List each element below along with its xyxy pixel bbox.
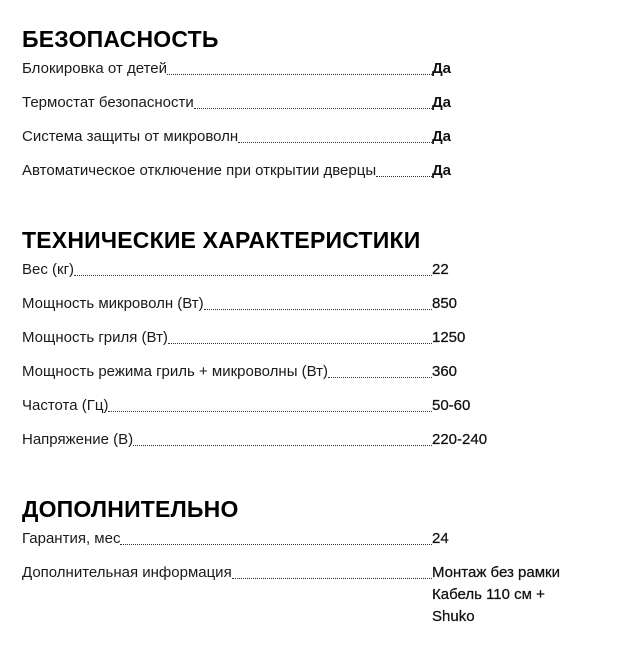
- section-title: БЕЗОПАСНОСТЬ: [22, 26, 219, 52]
- spec-label: Мощность режима гриль + микроволны (Вт): [22, 363, 329, 380]
- spec-label: Система защиты от микроволн: [22, 128, 239, 145]
- spec-value: 850: [432, 295, 458, 312]
- spec-label: Мощность гриля (Вт): [22, 329, 168, 346]
- spec-row: [22, 395, 622, 429]
- spec-row: [22, 429, 622, 463]
- section-title: ТЕХНИЧЕСКИЕ ХАРАКТЕРИСТИКИ: [22, 227, 421, 253]
- dotted-leader: [232, 562, 432, 579]
- spec-value: 22: [432, 261, 449, 278]
- section-safety: [22, 26, 622, 194]
- spec-row: [22, 293, 622, 327]
- spec-value-line: Монтаж без рамки: [432, 564, 560, 581]
- dotted-leader: [167, 58, 432, 75]
- dotted-leader: [204, 293, 432, 310]
- dotted-leader: [168, 327, 432, 344]
- dotted-leader: [194, 92, 432, 109]
- spec-row: [22, 562, 622, 628]
- spec-value: 1250: [432, 329, 466, 346]
- dotted-leader: [328, 361, 432, 378]
- spec-value: 360: [432, 363, 458, 380]
- section-additional: [22, 496, 622, 628]
- dotted-leader: [133, 429, 432, 446]
- spec-row: [22, 528, 622, 562]
- spec-value: Да: [432, 162, 452, 179]
- spec-row: [22, 361, 622, 395]
- spec-row: [22, 58, 622, 92]
- dotted-leader: [74, 259, 432, 276]
- spec-row: [22, 259, 622, 293]
- spec-value: [432, 562, 602, 628]
- spec-label: Вес (кг): [22, 261, 75, 278]
- spec-row: [22, 126, 622, 160]
- section-technical: [22, 227, 622, 463]
- spec-value-line: Кабель 110 см +: [432, 586, 545, 603]
- spec-value: Да: [432, 60, 452, 77]
- spec-row: [22, 160, 622, 194]
- spec-value-line: Shuko: [432, 608, 475, 625]
- spec-label: Гарантия, мес: [22, 530, 121, 547]
- spec-label: Частота (Гц): [22, 397, 109, 414]
- spec-label: Блокировка от детей: [22, 60, 168, 77]
- spec-label: Напряжение (В): [22, 431, 134, 448]
- section-title: ДОПОЛНИТЕЛЬНО: [22, 496, 239, 522]
- dotted-leader: [238, 126, 432, 143]
- dotted-leader: [376, 160, 432, 177]
- spec-label: Термостат безопасности: [22, 94, 194, 111]
- spec-value: Да: [432, 94, 452, 111]
- spec-value: 24: [432, 530, 449, 547]
- spec-value: Да: [432, 128, 452, 145]
- spec-label: Автоматическое отключение при открытии дверцы: [22, 162, 377, 179]
- dotted-leader: [108, 395, 432, 412]
- spec-label: Дополнительная информация: [22, 564, 232, 581]
- spec-row: [22, 327, 622, 361]
- spec-value: 50-60: [432, 397, 471, 414]
- spec-value: 220-240: [432, 431, 488, 448]
- dotted-leader: [120, 528, 432, 545]
- spec-label: Мощность микроволн (Вт): [22, 295, 204, 312]
- spec-row: [22, 92, 622, 126]
